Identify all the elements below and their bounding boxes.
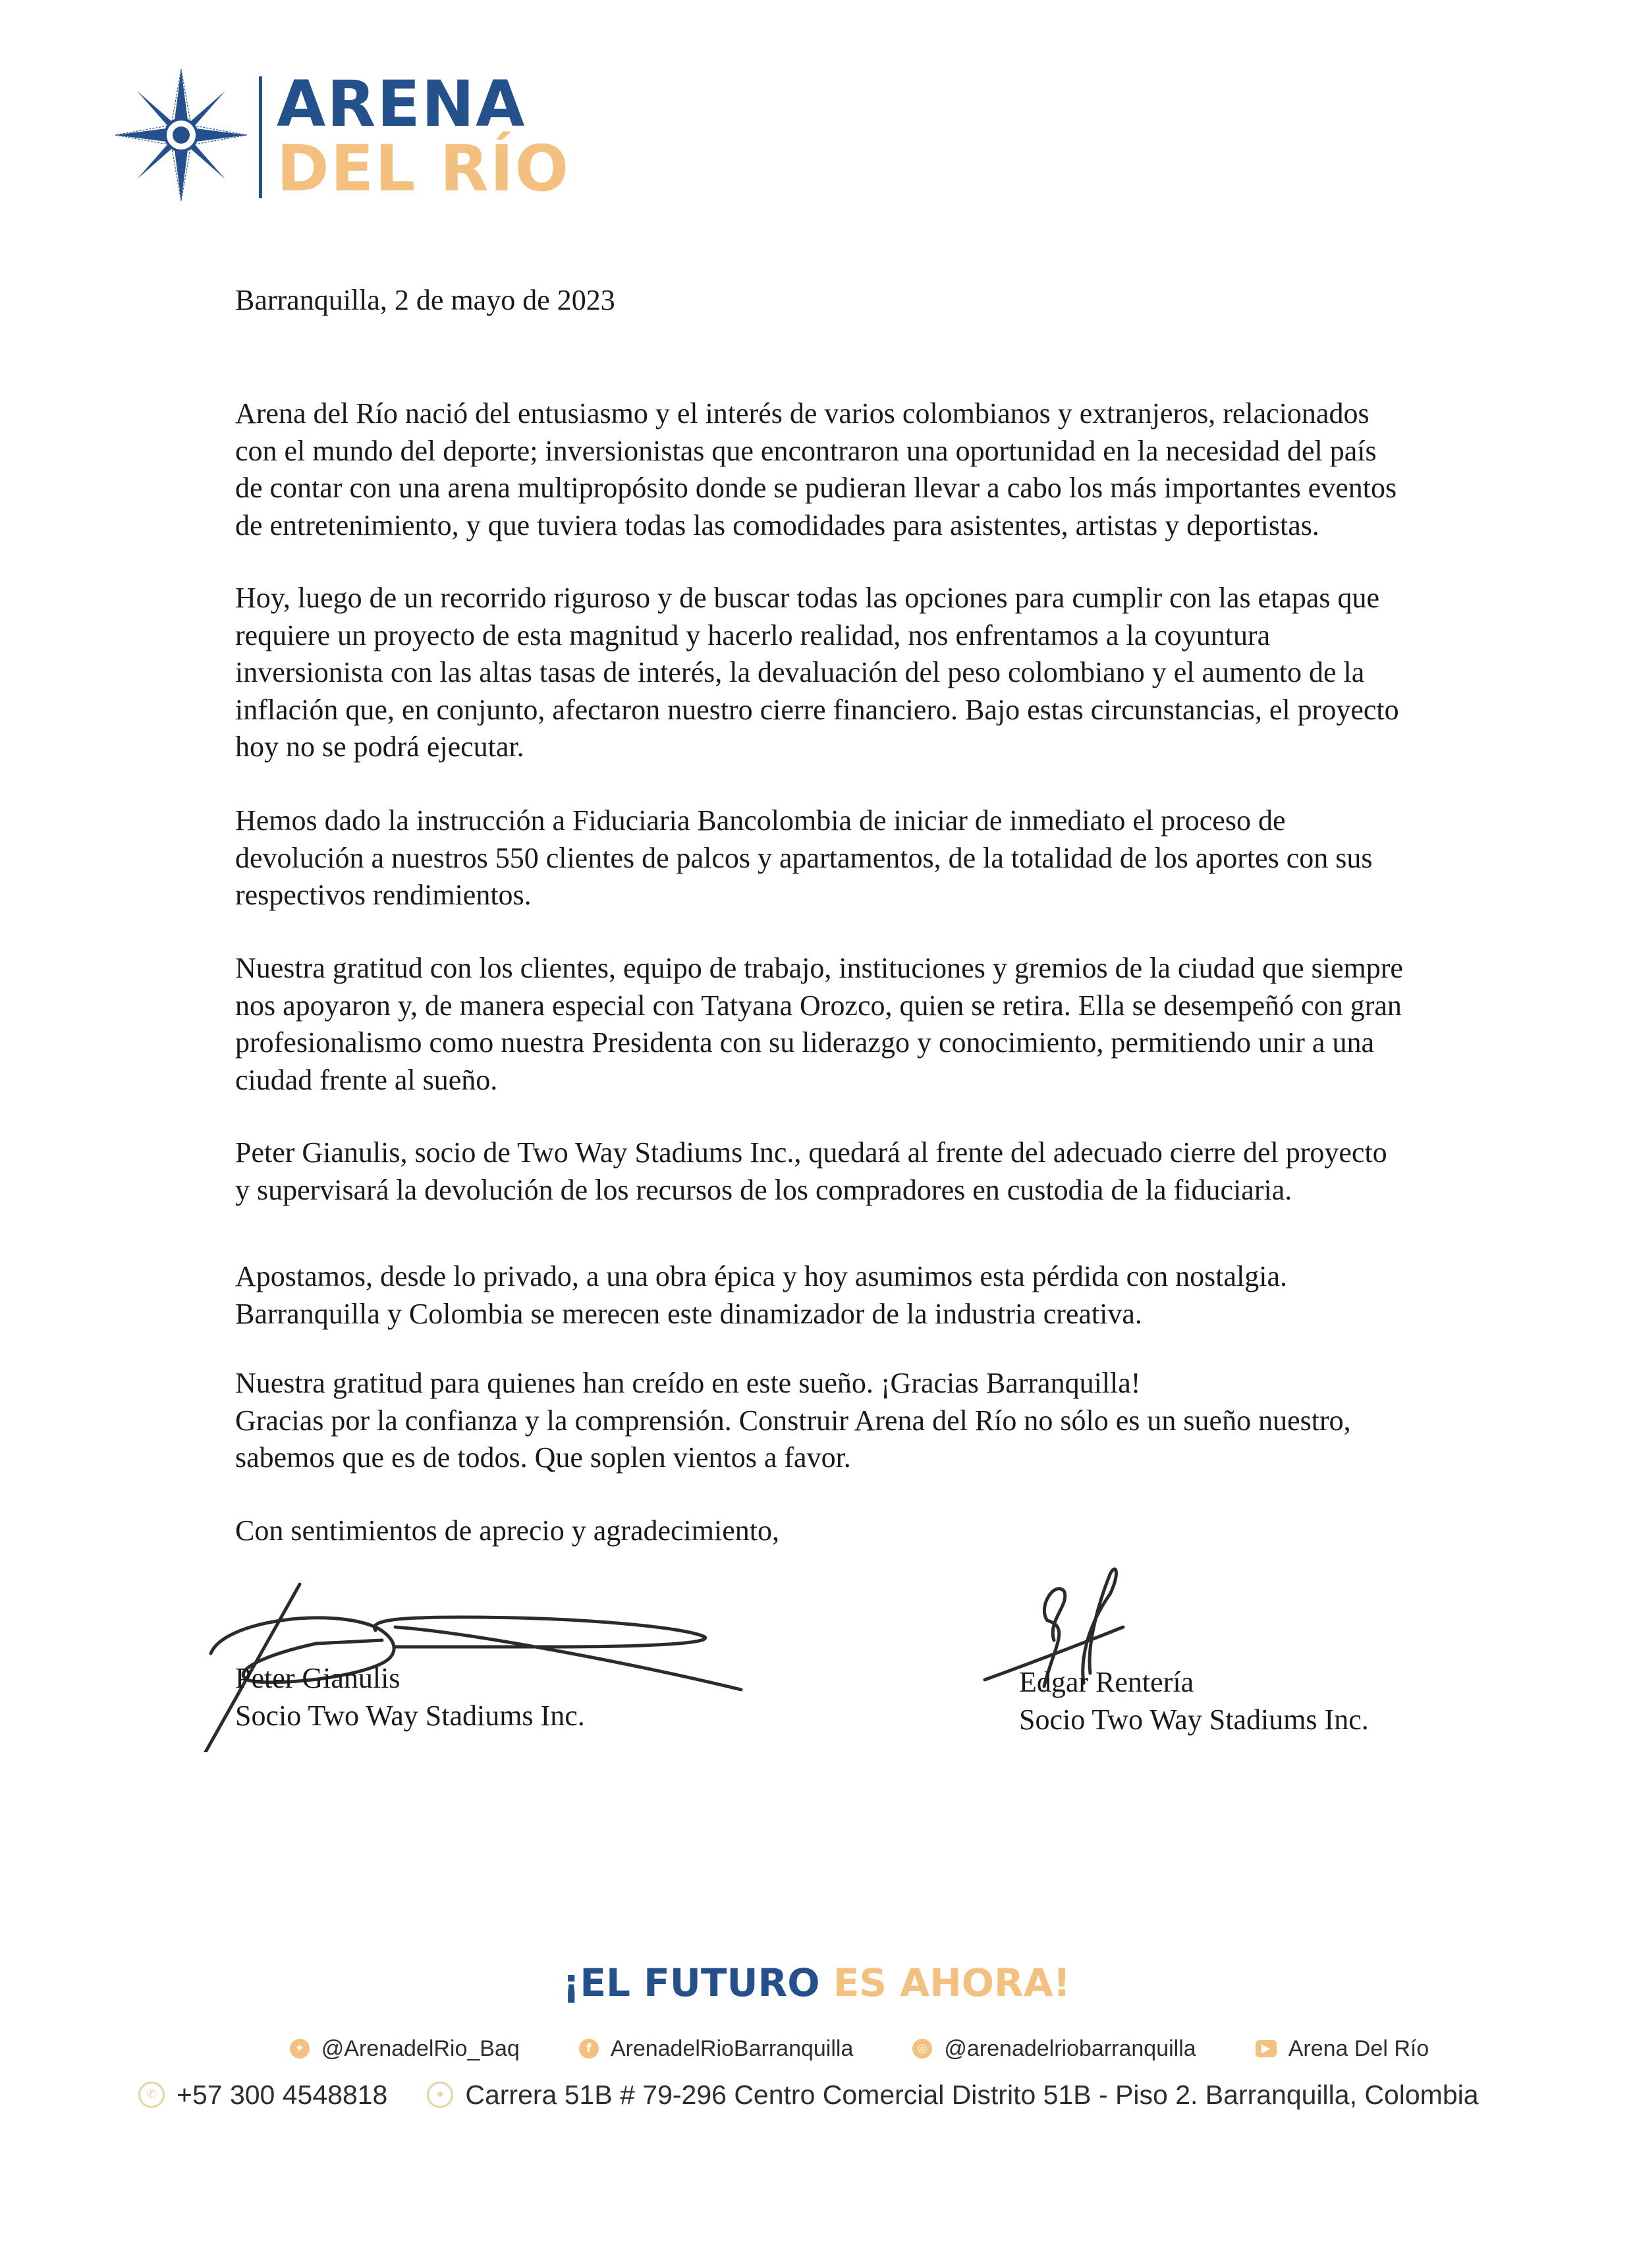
- text-line: Gracias por la confianza y la comprensión. Construir Arena del Río no sólo es un sueño nuestro,: [235, 1404, 1351, 1437]
- location-pin-icon: ⌖: [427, 2082, 453, 2108]
- youtube-icon: ▶: [1256, 2040, 1277, 2057]
- text-line: Hemos dado la instrucción a Fiduciaria Bancolombia de iniciar de inmediato el proceso de: [235, 804, 1286, 837]
- text-line: inflación que, en conjunto, afectaron nuestro cierre financiero. Bajo estas circunstancias, el proyecto: [235, 693, 1399, 726]
- slogan-part-blue: ¡EL FUTURO: [562, 1960, 820, 2005]
- phone-number: +57 300 4548818: [177, 2080, 388, 2110]
- social-label: @ArenadelRio_Baq: [321, 2036, 520, 2061]
- text-line: hoy no se podrá ejecutar.: [235, 731, 524, 763]
- text-line: inversionista con las altas tasas de interés, la devaluación del peso colombiano y el aumento de la: [235, 656, 1365, 688]
- social-label: @arenadelriobarranquilla: [944, 2036, 1196, 2061]
- social-facebook[interactable]: [579, 2032, 854, 2065]
- contact-address: [427, 2075, 1478, 2115]
- text-line: Nuestra gratitud con los clientes, equipo de trabajo, instituciones y gremios de la ciudad que siempre: [235, 952, 1403, 984]
- paragraph-gratitude: [235, 950, 1500, 1099]
- text-line: respectivos rendimientos.: [235, 879, 532, 911]
- text-line: Arena del Río nació del entusiasmo y el interés de varios colombianos y extranjeros, relacionados: [235, 397, 1370, 429]
- signatory-title: Socio Two Way Stadiums Inc.: [1019, 1703, 1369, 1736]
- paragraph-bet: [235, 1258, 1500, 1333]
- footer-slogan: [0, 1960, 1633, 2006]
- slogan-part-gold: ES AHORA!: [833, 1960, 1071, 2005]
- text-line: requiere un proyecto de esta magnitud y hacerlo realidad, nos enfrentamos a la coyuntura: [235, 619, 1271, 651]
- paragraph-refund: [235, 802, 1500, 914]
- address-text: Carrera 51B # 79-296 Centro Comercial Distrito 51B - Piso 2. Barranquilla, Colombia: [465, 2080, 1479, 2110]
- paragraph-origin: [235, 395, 1500, 544]
- signatory-name: Peter Gianulis: [235, 1662, 401, 1694]
- paragraph-thanks: [235, 1365, 1500, 1477]
- facebook-icon: f: [579, 2039, 599, 2059]
- text-line: Hoy, luego de un recorrido riguroso y de buscar todas las opciones para cumplir con las etapas que: [235, 582, 1380, 614]
- text-line: Apostamos, desde lo privado, a una obra épica y hoy asumimos esta pérdida con nostalgia.: [235, 1260, 1288, 1292]
- text-line: Peter Gianulis, socio de Two Way Stadiums Inc., quedará al frente del adecuado cierre del proyecto: [235, 1136, 1387, 1169]
- text-line: y supervisará la devolución de los recursos de los compradores en custodia de la fiduciaria.: [235, 1173, 1292, 1206]
- text-line: devolución a nuestros 550 clientes de palcos y apartamentos, de la totalidad de los aportes con sus: [235, 841, 1373, 874]
- text-line: con el mundo del deporte; inversionistas que encontraron una oportunidad en la necesidad del país: [235, 434, 1377, 467]
- text-line: Nuestra gratitud para quienes han creído en este sueño. ¡Gracias Barranquilla!: [235, 1367, 1141, 1399]
- letter-closing: Con sentimientos de aprecio y agradecimiento,: [235, 1514, 779, 1547]
- text-line: ciudad frente al sueño.: [235, 1063, 498, 1096]
- text-line: de contar con una arena multipropósito donde se pudieran llevar a cabo los más importantes eventos: [235, 472, 1397, 504]
- instagram-icon: ◎: [912, 2039, 932, 2059]
- footer-socials: [0, 2032, 1633, 2065]
- twitter-icon: ✦: [290, 2039, 310, 2059]
- paragraph-project-status: [235, 580, 1500, 766]
- logo-wordmark-del-rio: DEL RÍO: [277, 132, 570, 206]
- signatory-title: Socio Two Way Stadiums Inc.: [235, 1700, 585, 1732]
- logo-wordmark-arena: ARENA: [277, 67, 526, 141]
- social-instagram[interactable]: [912, 2032, 1196, 2065]
- text-line: nos apoyaron y, de manera especial con Tatyana Orozco, quien se retira. Ella se desempeñó con gran: [235, 989, 1402, 1022]
- social-youtube[interactable]: [1256, 2032, 1429, 2065]
- text-line: de entretenimiento, y que tuviera todas las comodidades para asistentes, artistas y deportistas.: [235, 509, 1319, 541]
- logo-divider: [259, 76, 262, 198]
- whatsapp-icon: ✆: [138, 2082, 165, 2108]
- footer-contact: [138, 2075, 1479, 2115]
- social-label: ArenadelRioBarranquilla: [610, 2036, 854, 2061]
- social-label: Arena Del Río: [1288, 2036, 1429, 2061]
- compass-rose-icon: [112, 66, 250, 204]
- text-line: sabemos que es de todos. Que soplen vientos a favor.: [235, 1441, 851, 1474]
- paragraph-closure: [235, 1134, 1500, 1209]
- text-line: profesionalismo como nuestra Presidenta con su liderazgo y conocimiento, permitiendo unir a una: [235, 1026, 1374, 1059]
- signatory-name: Edgar Rentería: [1019, 1666, 1194, 1698]
- social-twitter[interactable]: [290, 2032, 520, 2065]
- text-line: Barranquilla y Colombia se merecen este dinamizador de la industria creativa.: [235, 1297, 1142, 1330]
- letter-date: Barranquilla, 2 de mayo de 2023: [235, 284, 615, 316]
- contact-phone[interactable]: [138, 2075, 387, 2115]
